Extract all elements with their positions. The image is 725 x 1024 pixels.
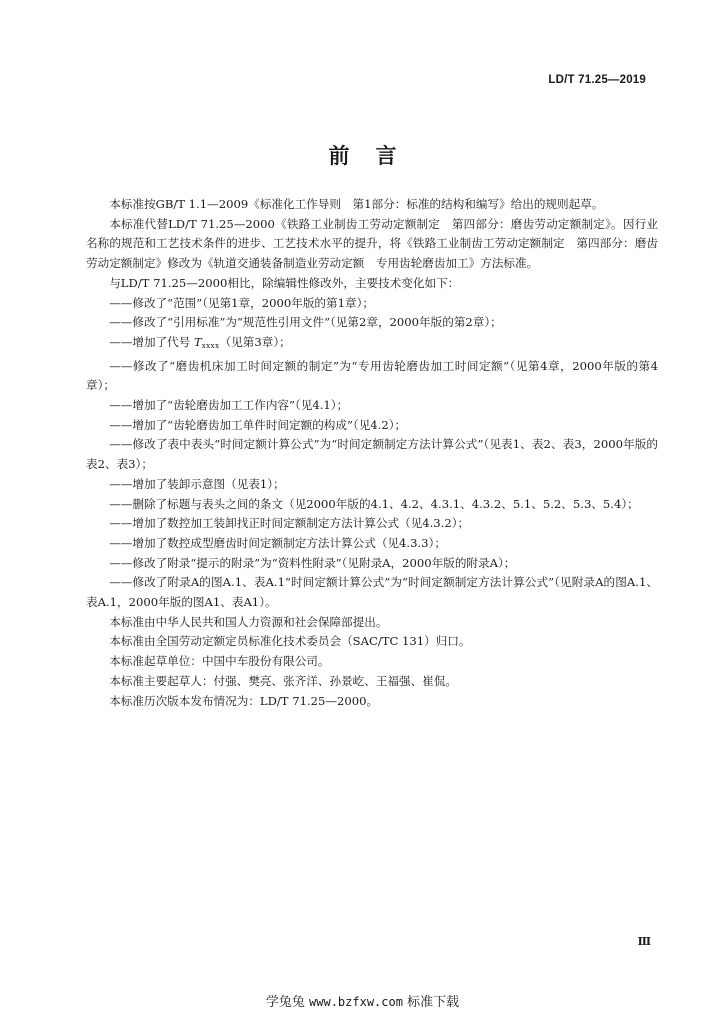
footer-site-name: 学兔兔	[265, 995, 305, 1010]
download-footer	[0, 991, 725, 1010]
change-item: ——增加了数控加工装卸找正时间定额制定方法计算公式（见4.3.2）；	[109, 516, 470, 531]
change-item-text: ——增加了代号	[109, 334, 191, 349]
version-history-paragraph: 本标准历次版本发布情况为：LD/T 71.25—2000。	[109, 693, 379, 708]
standard-code: LD/T 71.25—2019	[548, 74, 646, 86]
footer-tagline: 标准下载	[407, 995, 460, 1010]
change-item: ——删除了标题与表头之间的条文（见2000年版的4.1、4.2、4.3.1、4.3.2、5.1、5.2、5.3、5.4）；	[109, 496, 639, 511]
change-item: ——修改了附录A的图A.1、表A.1“时间定额计算公式”为“时间定额制定方法计算公式”（见附录A的图A.1、表A.1，2000年版的图A1、表A1）。	[86, 575, 658, 610]
change-item: ——修改了“引用标准”为“规范性引用文件”（见第2章，2000年版的第2章）；	[109, 315, 502, 330]
replacement-paragraph: 本标准代替LD/T 71.25—2000《铁路工业制齿工劳动定额制定 第四部分：磨齿劳动定额制定》。因行业名称的规范和工艺技术条件的进步、工艺技术水平的提升，将《铁路工业制齿工劳动定额制定 第四部分：磨齿劳动定额制定》修改为《轨道交通装备制造业劳动定额 专用齿轮磨齿加工》方法标准。	[86, 216, 658, 271]
code-symbol: T	[194, 334, 202, 349]
change-item: ——增加了数控成型磨齿时间定额制定方法计算公式（见4.3.3）；	[109, 535, 446, 550]
committee-paragraph: 本标准由全国劳动定额定员标准化技术委员会（SAC/TC 131）归口。	[109, 634, 471, 649]
change-item: ——修改了“磨齿机床加工时间定额的制定”为“专用齿轮磨齿加工时间定额”（见第4章，2000年版的第4章）；	[86, 358, 658, 393]
proposer-paragraph: 本标准由中华人民共和国人力资源和社会保障部提出。	[109, 614, 388, 629]
change-item: ——修改了“范围”（见第1章，2000年版的第1章）；	[109, 295, 374, 310]
change-item: ——增加了“齿轮磨齿加工单件时间定额的构成”（见4.2）；	[109, 417, 407, 432]
drafters-paragraph: 本标准主要起草人：付强、樊亮、张齐洋、孙景屹、王福强、崔侃。	[109, 673, 458, 688]
foreword-body	[86, 195, 658, 711]
change-item: ——增加了“齿轮磨齿加工工作内容”（见4.1）；	[109, 398, 349, 413]
code-subscript: xxxx	[201, 341, 220, 350]
change-item-text: （见第3章）；	[219, 334, 291, 349]
change-item: ——修改了表中表头“时间定额计算公式”为“时间定额制定方法计算公式”（见表1、表2、表3，2000年版的表2、表3）；	[86, 437, 658, 472]
changes-intro-paragraph: 与LD/T 71.25—2000相比，除编辑性修改外，主要技术变化如下：	[109, 275, 460, 290]
change-item: ——修改了附录“提示的附录”为“资料性附录”（见附录A，2000年版的附录A）；	[109, 555, 516, 570]
change-item	[86, 333, 658, 357]
drafting-unit-paragraph: 本标准起草单位：中国中车股份有限公司。	[109, 654, 330, 669]
drafting-rules-paragraph: 本标准按GB/T 1.1—2009《标准化工作导则 第1部分：标准的结构和编写》给出的规则起草。	[109, 197, 604, 211]
page-number: Ⅲ	[637, 935, 651, 948]
change-item: ——增加了装卸示意图（见表1）；	[109, 476, 285, 491]
page-title: 前言	[328, 143, 423, 168]
footer-url-link[interactable]: www.bzfxw.com	[309, 995, 403, 1009]
